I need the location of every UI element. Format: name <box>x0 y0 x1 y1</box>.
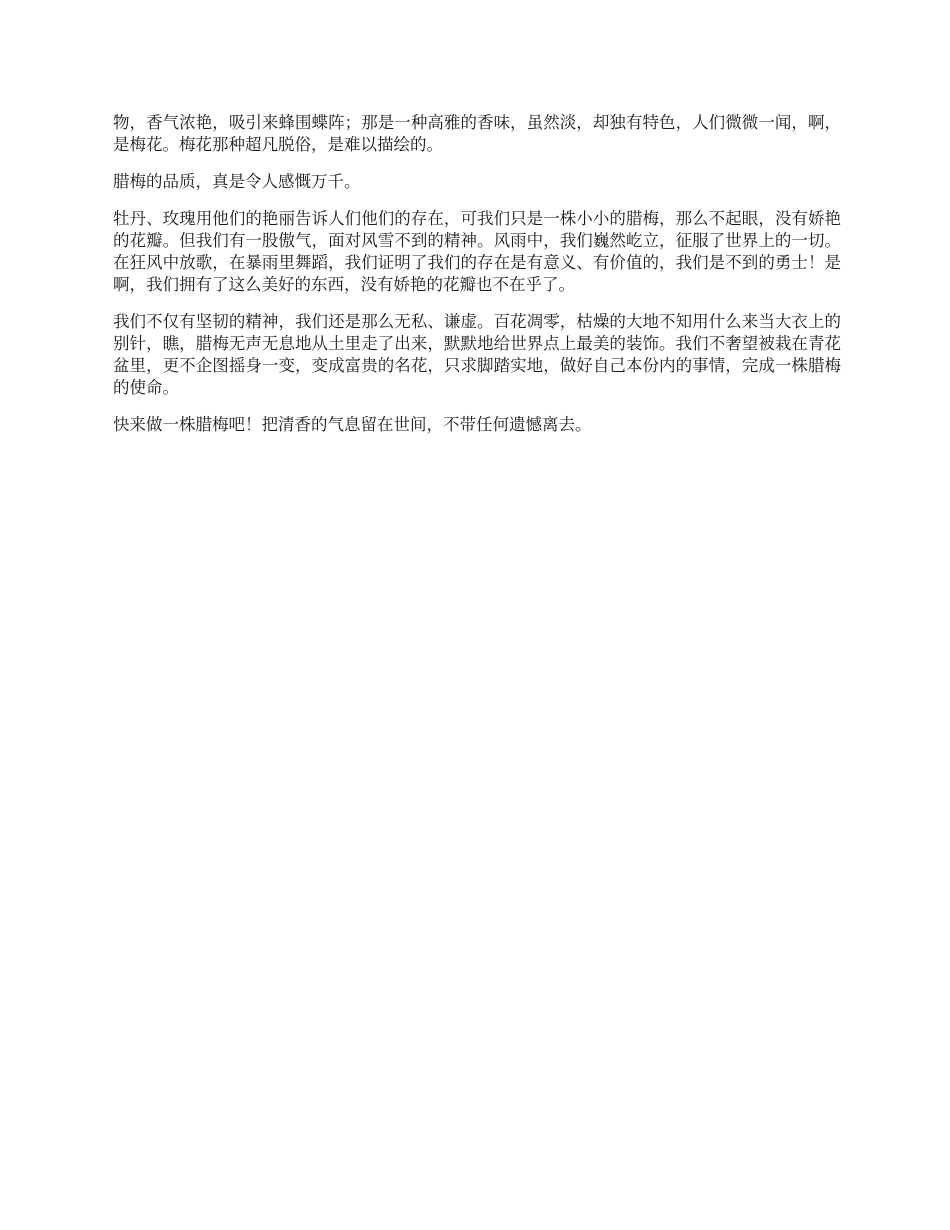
paragraph-5: 快来做一株腊梅吧！把清香的气息留在世间，不带任何遗憾离去。 <box>113 415 592 434</box>
paragraph-1: 物，香气浓艳，吸引来蜂围蝶阵；那是一种高雅的香味，虽然淡，却独有特色，人们微微一闻，啊，是梅花。梅花那种超凡脱俗，是难以描绘的。 <box>113 113 841 154</box>
paragraph-2: 腊梅的品质，真是令人感慨万千。 <box>113 172 361 191</box>
paragraph-3: 牡丹、玫瑰用他们的艳丽告诉人们他们的存在，可我们只是一株小小的腊梅，那么不起眼，没有娇艳的花瓣。但我们有一股傲气，面对风雪不到的精神。风雨中，我们巍然屹立，征服了世界上的一切。在狂风中放歌，在暴雨里舞蹈，我们证明了我们的存在是有意义、有价值的，我们是不到的勇士！是啊，我们拥有了这么美好的东西，没有娇艳的花瓣也不在乎了。 <box>113 209 841 294</box>
paragraph-4: 我们不仅有坚韧的精神，我们还是那么无私、谦虚。百花凋零，枯燥的大地不知用什么来当大衣上的别针，瞧，腊梅无声无息地从土里走了出来，默默地给世界点上最美的装饰。我们不奢望被栽在青花盆里，更不企图摇身一变，变成富贵的名花，只求脚踏实地，做好自己本份内的事情，完成一株腊梅的使命。 <box>113 312 841 397</box>
document-page <box>113 112 841 451</box>
